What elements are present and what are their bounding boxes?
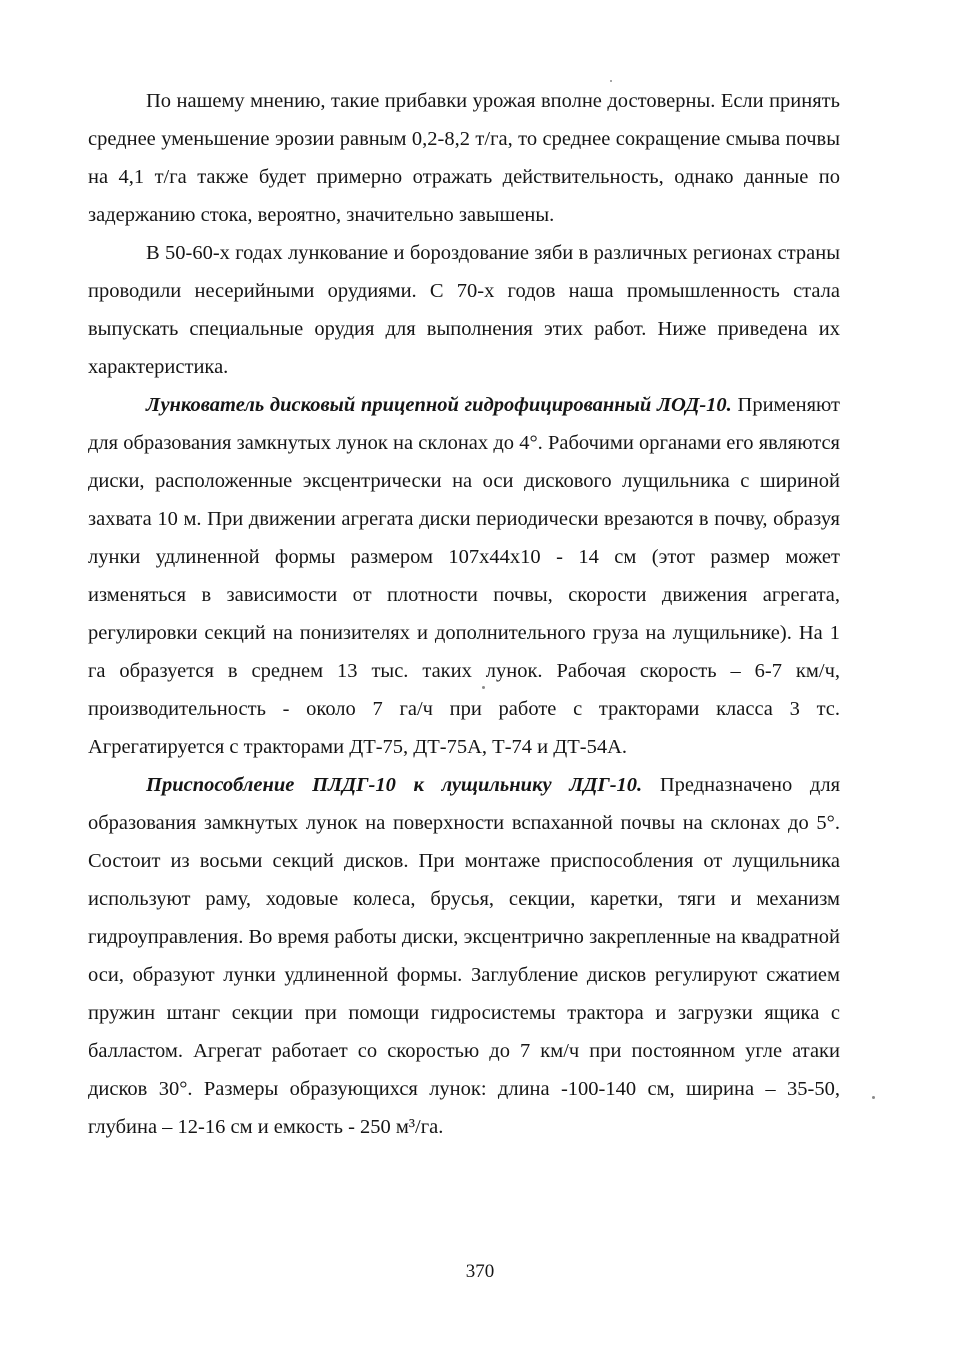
paragraph-3 [88,386,840,766]
paragraph-4 [88,766,840,1146]
paragraph-4-text: Предназначено для образования замкнутых лунок на поверхности вспаханной почвы на склонах до 5°. Состоит из восьми секций дисков. При монтаже приспособления от лущильника используют раму, ходовые колеса, брусья, секции, каретки, тяги и механизм гидроуправления. Во время работы диски, эксцентрично закрепленные на квадратной оси, образуют лунки удлиненной формы. Заглубление дисков регулируют сжатием пружин штанг секции при помощи гидросистемы трактора и загрузки ящика с балластом. Агрегат работает со скоростью до 7 км/ч при постоянном угле атаки дисков 30°. Размеры образующихся лунок: длина -100-140 см, ширина – 35-50, глубина – 12-16 см и емкость - 250 м³/га. [88,774,841,1138]
scan-speck [610,80,612,82]
paragraph-3-heading: Лункователь дисковый прицепной гидрофицированный ЛОД-10. [146,394,732,416]
scan-speck [482,686,485,689]
scan-speck [872,1096,875,1099]
paragraph-1-text: По нашему мнению, такие прибавки урожая вполне достоверны. Если принять среднее уменьшение эрозии равным 0,2-8,2 т/га, то среднее сокращение смыва почвы на 4,1 т/га также будет примерно отражать действительность, однако данные по задержанию стока, вероятно, значительно завышены. [88,90,840,226]
page-number: 370 [465,1261,495,1282]
paragraph-1 [88,82,840,234]
paragraph-4-heading: Приспособление ПЛДГ-10 к лущильнику ЛДГ-10. [146,774,643,796]
paragraph-2-text: В 50-60-х годах лункование и бороздование зяби в различных регионах страны проводили несерийными орудиями. С 70-х годов наша промышленность стала выпускать специальные орудия для выполнения этих работ. Ниже приведена их характеристика. [88,242,840,378]
body-text [88,82,840,1146]
paragraph-3-text: Применяют для образования замкнутых лунок на склонах до 4°. Рабочими органами его являются диски, расположенные эксцентрически на оси дискового лущильника с шириной захвата 10 м. При движении агрегата диски периодически врезаются в почву, образуя лунки удлиненной формы размером 107х44х10 - 14 см (этот размер может изменяться в зависимости от плотности почвы, скорости движения агрегата, регулировки секций на понизителях и дополнительного груза на лущильнике). На 1 га образуется в среднем 13 тыс. таких лунок. Рабочая скорость – 6-7 км/ч, производительность - около 7 га/ч при работе с тракторами класса 3 тс. Агрегатируется с тракторами ДТ-75, ДТ-75А, Т-74 и ДТ-54А. [88,394,841,758]
paragraph-2 [88,234,840,386]
